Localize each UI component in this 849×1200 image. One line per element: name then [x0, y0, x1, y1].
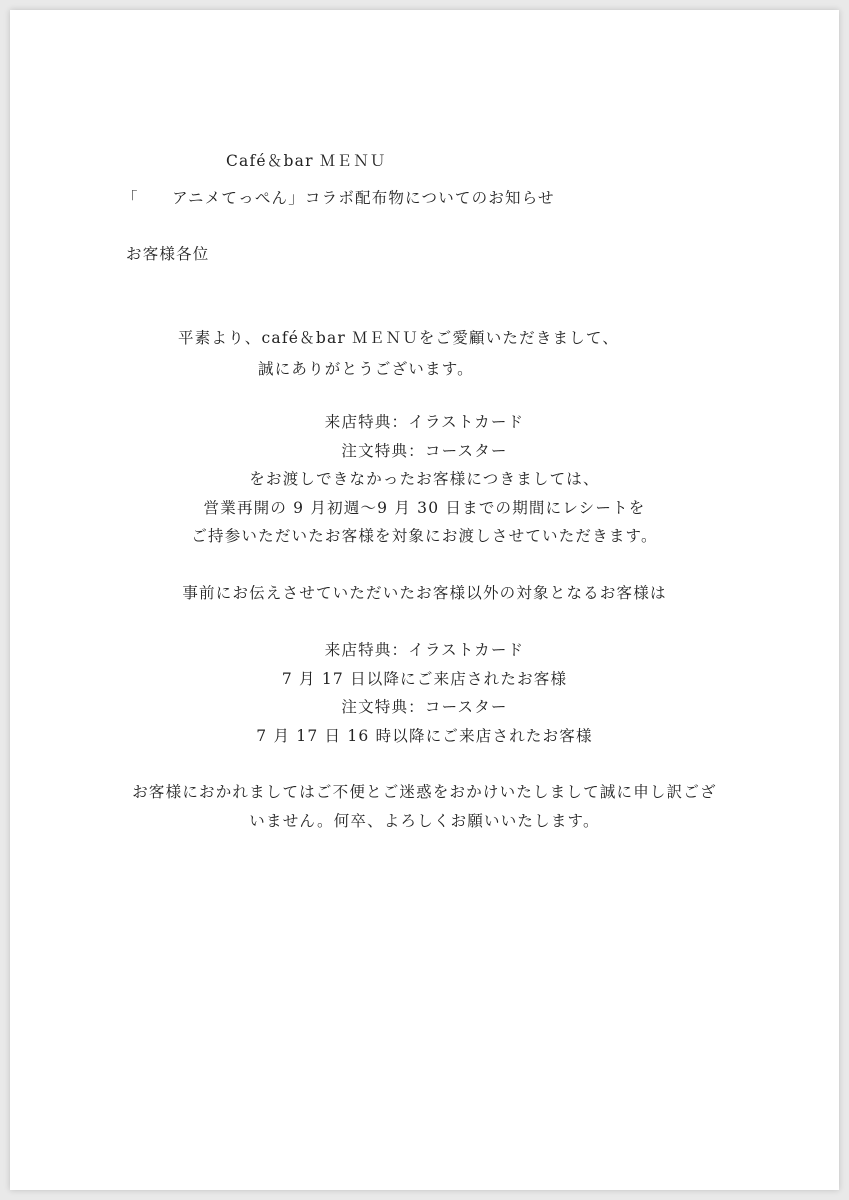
eligibility-line: 7 月 17 日 16 時以降にご来店されたお客様	[256, 727, 593, 745]
shop-name: Café＆bar ＭＥＮＵ	[226, 152, 387, 170]
benefit-visit: 来店特典：イラストカード	[324, 641, 525, 659]
closing-line-1: お客様におかれましてはご不便とご迷惑をおかけいたしまして誠に申し訳ござ	[132, 783, 717, 801]
notice-text-line: をお渡しできなかったお客様につきましては、	[249, 470, 600, 488]
benefit-visit: 来店特典：イラストカード	[324, 413, 525, 431]
closing-line-2: いません。何卒、よろしくお願いいたします。	[249, 812, 600, 830]
notice-title: 「 アニメてっぺん」コラボ配布物についてのお知らせ	[122, 189, 555, 207]
notice-text-line: ご持参いただいたお客様を対象にお渡しさせていただきます。	[191, 527, 658, 545]
greeting-line-1: 平素より、café＆bar ＭＥＮＵをご愛顧いただきまして、	[178, 329, 620, 347]
benefit-order: 注文特典：コースター	[341, 698, 508, 716]
salutation: お客様各位	[126, 245, 210, 263]
benefit-order: 注文特典：コースター	[341, 442, 508, 460]
greeting-line-2: 誠にありがとうございます。	[258, 360, 474, 378]
eligibility-line: 7 月 17 日以降にご来店されたお客様	[281, 670, 568, 688]
document-page	[10, 10, 839, 1190]
notice-text-line: 営業再開の 9 月初週〜9 月 30 日までの期間にレシートを	[203, 499, 646, 517]
notice-text-line: 事前にお伝えさせていただいたお客様以外の対象となるお客様は	[182, 584, 667, 602]
